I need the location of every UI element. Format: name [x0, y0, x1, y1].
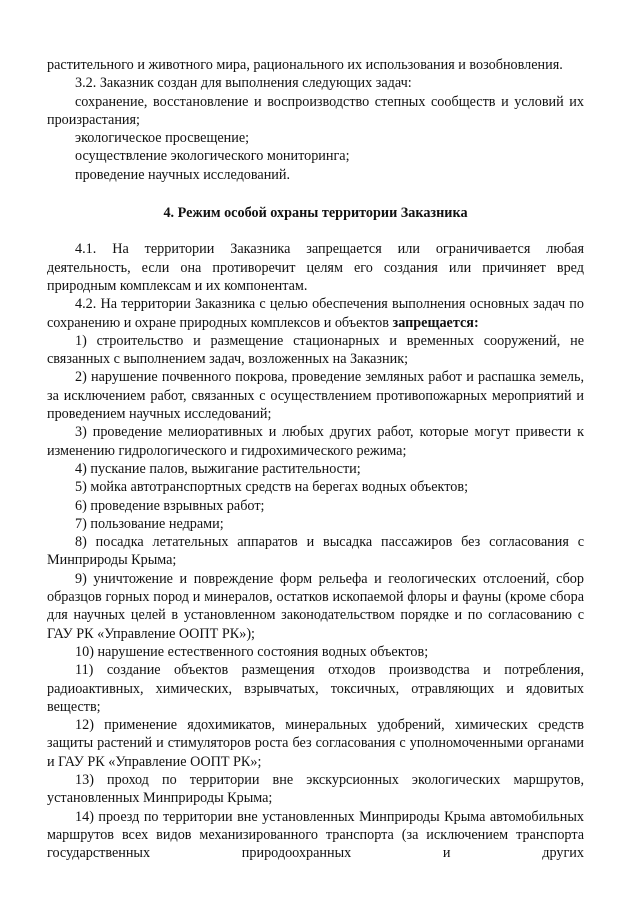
item-14: 14) проезд по территории вне установленных Минприроды Крыма автомобильных маршрутов всех видов механизированного транспорта (за исключением транспорта государственных природоохранных и других: [47, 808, 584, 862]
item-6: 6) проведение взрывных работ;: [75, 497, 265, 514]
prohibited-label: запрещается:: [392, 314, 479, 331]
item-7: 7) пользование недрами;: [75, 515, 224, 532]
section-heading: 4. Режим особой охраны территории Заказника: [163, 205, 468, 222]
item-13: 13) проход по территории вне экскурсионных экологических маршрутов, установленных Минприроды Крыма;: [47, 771, 584, 807]
task-monitoring: осуществление экологического мониторинга;: [75, 148, 350, 165]
paragraph-3-2: 3.2. Заказник создан для выполнения следующих задач:: [75, 75, 412, 92]
item-4: 4) пускание палов, выжигание растительности;: [75, 460, 361, 477]
item-2: 2) нарушение почвенного покрова, проведение земляных работ и распашка земель, за исключением работ, связанных с осуществлением противопожарных мероприятий и проведением научных исследований;: [47, 369, 584, 423]
item-5: 5) мойка автотранспортных средств на берегах водных объектов;: [75, 479, 469, 496]
item-3: 3) проведение мелиоративных и любых других работ, которые могут привести к изменению гидрологического и гидрохимического режима;: [47, 424, 584, 459]
item-1: 1) строительство и размещение стационарных и временных сооружений, не связанных с выполнением задач, возложенных на Заказник;: [47, 332, 584, 368]
paragraph-continuation: растительного и животного мира, рационального их использования и возобновления.: [47, 57, 563, 73]
task-preservation: сохранение, восстановление и воспроизводство степных сообществ и условий их произрастания;: [47, 93, 584, 128]
task-research: проведение научных исследований.: [75, 166, 291, 183]
paragraph-4-2-text: 4.2. На территории Заказника с целью обеспечения выполнения основных задач по сохранению и охране природных комплексов и объектов: [47, 296, 584, 331]
item-8: 8) посадка летательных аппаратов и высадка пассажиров без согласования с Минприроды Крыма;: [47, 534, 584, 569]
item-11: 11) создание объектов размещения отходов производства и потребления, радиоактивных, химических, взрывчатых, токсичных, отравляющих и ядовитых веществ;: [47, 662, 584, 715]
item-9: 9) уничтожение и повреждение форм рельефа и геологических отслоений, сбор образцов горных пород и минералов, остатков ископаемой флоры и фауны (кроме сбора для научных целей в установленном законодательством порядке и по согласованию с ГАУ РК «Управление ООПТ РК»);: [47, 570, 584, 642]
task-education: экологическое просвещение;: [75, 130, 250, 147]
item-10: 10) нарушение естественного состояния водных объектов;: [75, 643, 429, 660]
paragraph-4-2: [47, 295, 584, 332]
item-12: 12) применение ядохимикатов, минеральных удобрений, химических средств защиты растений и стимуляторов роста без согласования с уполномоченными органами и ГАУ РК «Управление ООПТ РК»;: [47, 717, 584, 770]
paragraph-4-1: 4.1. На территории Заказника запрещается или ограничивается любая деятельность, если она противоречит целям его создания или причиняет вред природным комплексам и их компонентам.: [47, 241, 584, 294]
